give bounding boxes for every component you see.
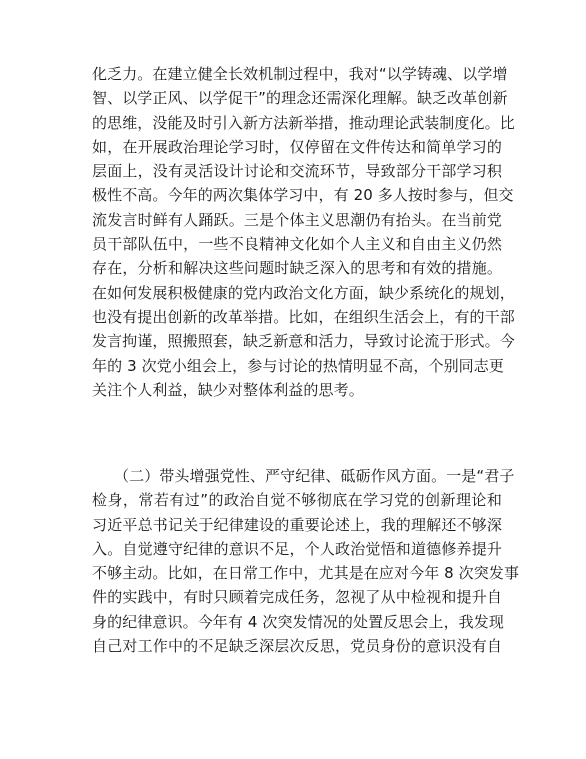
text-line: 身的纪律意识。今年有 4 次突发情况的处置反思会上，我发现 bbox=[92, 612, 504, 631]
text-line: 流发言时鲜有人踊跃。三是个体主义思潮仍有抬头。在当前党 bbox=[92, 210, 502, 229]
text-line: 也没有提出创新的改革举措。比如，在组织生活会上，有的干部 bbox=[92, 307, 515, 326]
text-line: 习近平总书记关于纪律建设的重要论述上，我的理解还不够深 bbox=[92, 515, 502, 534]
text-line: 关注个人利益，缺少对整体利益的思考。 bbox=[92, 380, 364, 399]
text-line: 化乏力。在建立健全长效机制过程中，我对“以学铸魂、以学增 bbox=[92, 65, 508, 83]
text-line: 层面上，没有灵活设计讨论和交流环节，导致部分干部学习积 bbox=[92, 162, 502, 181]
text-line: 自己对工作中的不足缺乏深层次反思，党员身份的意识没有自 bbox=[92, 637, 502, 656]
paragraph-1 bbox=[92, 62, 515, 402]
text-line: 发言拘谨，照搬照套，缺乏新意和活力，导致讨论流于形式。今 bbox=[92, 332, 515, 351]
text-line: 极性不高。今年的两次集体学习中，有 20 多人按时参与，但交 bbox=[92, 186, 514, 205]
text-line: 年的 3 次党小组会上，参与讨论的热情明显不高，个别同志更 bbox=[92, 356, 504, 375]
text-line: 的思维，没能及时引入新方法新举措，推动理论武装制度化。比 bbox=[92, 113, 515, 132]
text-line: 如，在开展政治理论学习时，仅停留在文件传达和简单学习的 bbox=[92, 137, 502, 156]
text-line: 检身，常若有过”的政治自觉不够彻底在学习党的创新理论和 bbox=[92, 491, 502, 510]
text-line: （二）带头增强党性、严守纪律、砥砺作风方面。一是“君子 bbox=[114, 467, 515, 485]
text-line: 件的实践中，有时只顾着完成任务，忽视了从中检视和提升自 bbox=[92, 588, 502, 607]
paragraph-2 bbox=[92, 464, 520, 658]
text-line: 在如何发展积极健康的党内政治文化方面，缺少系统化的规划， bbox=[92, 283, 515, 302]
text-line: 不够主动。比如，在日常工作中，尤其是在应对今年 8 次突发事 bbox=[92, 564, 520, 583]
text-line: 智、以学正风、以学促干”的理念还需深化理解。缺乏改革创新 bbox=[92, 89, 508, 108]
text-line: 员干部队伍中，一些不良精神文化如个人主义和自由主义仍然 bbox=[92, 235, 502, 254]
text-line: 存在，分析和解决这些问题时缺乏深入的思考和有效的措施。 bbox=[92, 259, 502, 278]
text-line: 入。自觉遵守纪律的意识不足，个人政治觉悟和道德修养提升 bbox=[92, 539, 502, 558]
